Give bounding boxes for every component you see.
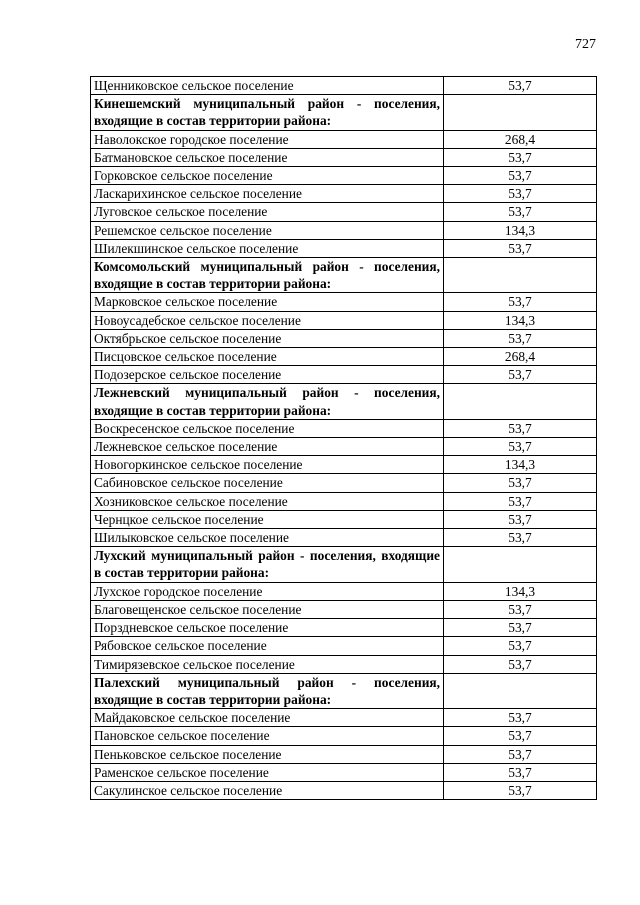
settlement-value: 53,7: [444, 203, 597, 221]
table-row: [91, 619, 597, 637]
table-row: [91, 329, 597, 347]
settlement-name: Благовещенское сельское поселение: [91, 600, 444, 618]
district-value-empty: [444, 258, 597, 293]
table-row: [91, 185, 597, 203]
settlement-name: Ласкарихинское сельское поселение: [91, 185, 444, 203]
district-header-row: [91, 258, 597, 293]
settlement-name: Воскресенское сельское поселение: [91, 419, 444, 437]
settlement-name: Батмановское сельское поселение: [91, 148, 444, 166]
table-row: [91, 492, 597, 510]
settlement-value: 134,3: [444, 311, 597, 329]
table-row: [91, 781, 597, 799]
table-row: [91, 763, 597, 781]
settlement-value: 53,7: [444, 637, 597, 655]
settlement-value: 53,7: [444, 600, 597, 618]
table-row: [91, 510, 597, 528]
settlement-name: Луговское сельское поселение: [91, 203, 444, 221]
settlement-name: Подозерское сельское поселение: [91, 366, 444, 384]
settlement-value: 53,7: [444, 529, 597, 547]
settlement-name: Сакулинское сельское поселение: [91, 781, 444, 799]
table-row: [91, 709, 597, 727]
settlement-name: Лежневское сельское поселение: [91, 438, 444, 456]
settlement-value: 53,7: [444, 329, 597, 347]
table-row: [91, 130, 597, 148]
settlement-table: [90, 76, 597, 800]
table-row: [91, 582, 597, 600]
settlement-name: Новоусадебское сельское поселение: [91, 311, 444, 329]
settlement-name: Горковское сельское поселение: [91, 167, 444, 185]
settlement-name: Раменское сельское поселение: [91, 763, 444, 781]
table-row: [91, 456, 597, 474]
district-value-empty: [444, 547, 597, 582]
settlement-value: 53,7: [444, 474, 597, 492]
table-row: [91, 221, 597, 239]
settlement-value: 53,7: [444, 366, 597, 384]
table-row: [91, 348, 597, 366]
district-header-row: [91, 547, 597, 582]
settlement-name: Майдаковское сельское поселение: [91, 709, 444, 727]
settlement-name: Марковское сельское поселение: [91, 293, 444, 311]
table-row: [91, 745, 597, 763]
table-row: [91, 167, 597, 185]
settlement-value: 53,7: [444, 185, 597, 203]
settlement-name: Хозниковское сельское поселение: [91, 492, 444, 510]
settlement-value: 53,7: [444, 745, 597, 763]
settlement-value: 134,3: [444, 582, 597, 600]
settlement-name: Пановское сельское поселение: [91, 727, 444, 745]
settlement-value: 134,3: [444, 221, 597, 239]
settlement-name: Пеньковское сельское поселение: [91, 745, 444, 763]
table-body: [91, 77, 597, 800]
settlement-name: Порздневское сельское поселение: [91, 619, 444, 637]
settlement-name: Октябрьское сельское поселение: [91, 329, 444, 347]
settlement-value: 53,7: [444, 167, 597, 185]
district-header-row: [91, 673, 597, 708]
table-row: [91, 419, 597, 437]
settlement-name: Сабиновское сельское поселение: [91, 474, 444, 492]
settlement-value: 53,7: [444, 148, 597, 166]
table-row: [91, 655, 597, 673]
district-name: Палехский муниципальный район - поселения, входящие в состав территории района:: [91, 673, 444, 708]
settlement-value: 268,4: [444, 130, 597, 148]
district-name: Комсомольский муниципальный район - поселения, входящие в состав территории района:: [91, 258, 444, 293]
table-row: [91, 239, 597, 257]
settlement-name: Щенниковское сельское поселение: [91, 77, 444, 95]
table-row: [91, 529, 597, 547]
district-name: Кинешемский муниципальный район - поселения, входящие в состав территории района:: [91, 95, 444, 130]
settlement-value: 53,7: [444, 492, 597, 510]
district-header-row: [91, 384, 597, 419]
table-row: [91, 600, 597, 618]
table-row: [91, 293, 597, 311]
district-name: Лежневский муниципальный район - поселения, входящие в состав территории района:: [91, 384, 444, 419]
settlement-value: 53,7: [444, 781, 597, 799]
settlement-name: Решемское сельское поселение: [91, 221, 444, 239]
settlement-name: Шилекшинское сельское поселение: [91, 239, 444, 257]
table-row: [91, 727, 597, 745]
settlement-value: 53,7: [444, 438, 597, 456]
table-row: [91, 366, 597, 384]
table-row: [91, 311, 597, 329]
settlement-name: Рябовское сельское поселение: [91, 637, 444, 655]
settlement-value: 53,7: [444, 763, 597, 781]
settlement-value: 53,7: [444, 655, 597, 673]
district-value-empty: [444, 673, 597, 708]
settlement-name: Писцовское сельское поселение: [91, 348, 444, 366]
settlement-value: 53,7: [444, 293, 597, 311]
settlement-name: Наволокское городское поселение: [91, 130, 444, 148]
table-row: [91, 637, 597, 655]
settlement-value: 53,7: [444, 619, 597, 637]
district-header-row: [91, 95, 597, 130]
settlement-name: Шилыковское сельское поселение: [91, 529, 444, 547]
table-row: [91, 148, 597, 166]
settlement-value: 53,7: [444, 419, 597, 437]
table-row: [91, 474, 597, 492]
district-value-empty: [444, 95, 597, 130]
settlement-value: 53,7: [444, 77, 597, 95]
table-row: [91, 77, 597, 95]
settlement-name: Новогоркинское сельское поселение: [91, 456, 444, 474]
page-number: 727: [575, 37, 596, 52]
settlement-value: 53,7: [444, 709, 597, 727]
table-row: [91, 203, 597, 221]
settlement-name: Тимирязевское сельское поселение: [91, 655, 444, 673]
settlement-value: 53,7: [444, 239, 597, 257]
table-row: [91, 438, 597, 456]
settlement-value: 134,3: [444, 456, 597, 474]
settlement-value: 53,7: [444, 510, 597, 528]
settlement-name: Лухское городское поселение: [91, 582, 444, 600]
district-value-empty: [444, 384, 597, 419]
settlement-value: 53,7: [444, 727, 597, 745]
district-name: Лухский муниципальный район - поселения, входящие в состав территории района:: [91, 547, 444, 582]
settlement-name: Чернцкое сельское поселение: [91, 510, 444, 528]
settlement-value: 268,4: [444, 348, 597, 366]
